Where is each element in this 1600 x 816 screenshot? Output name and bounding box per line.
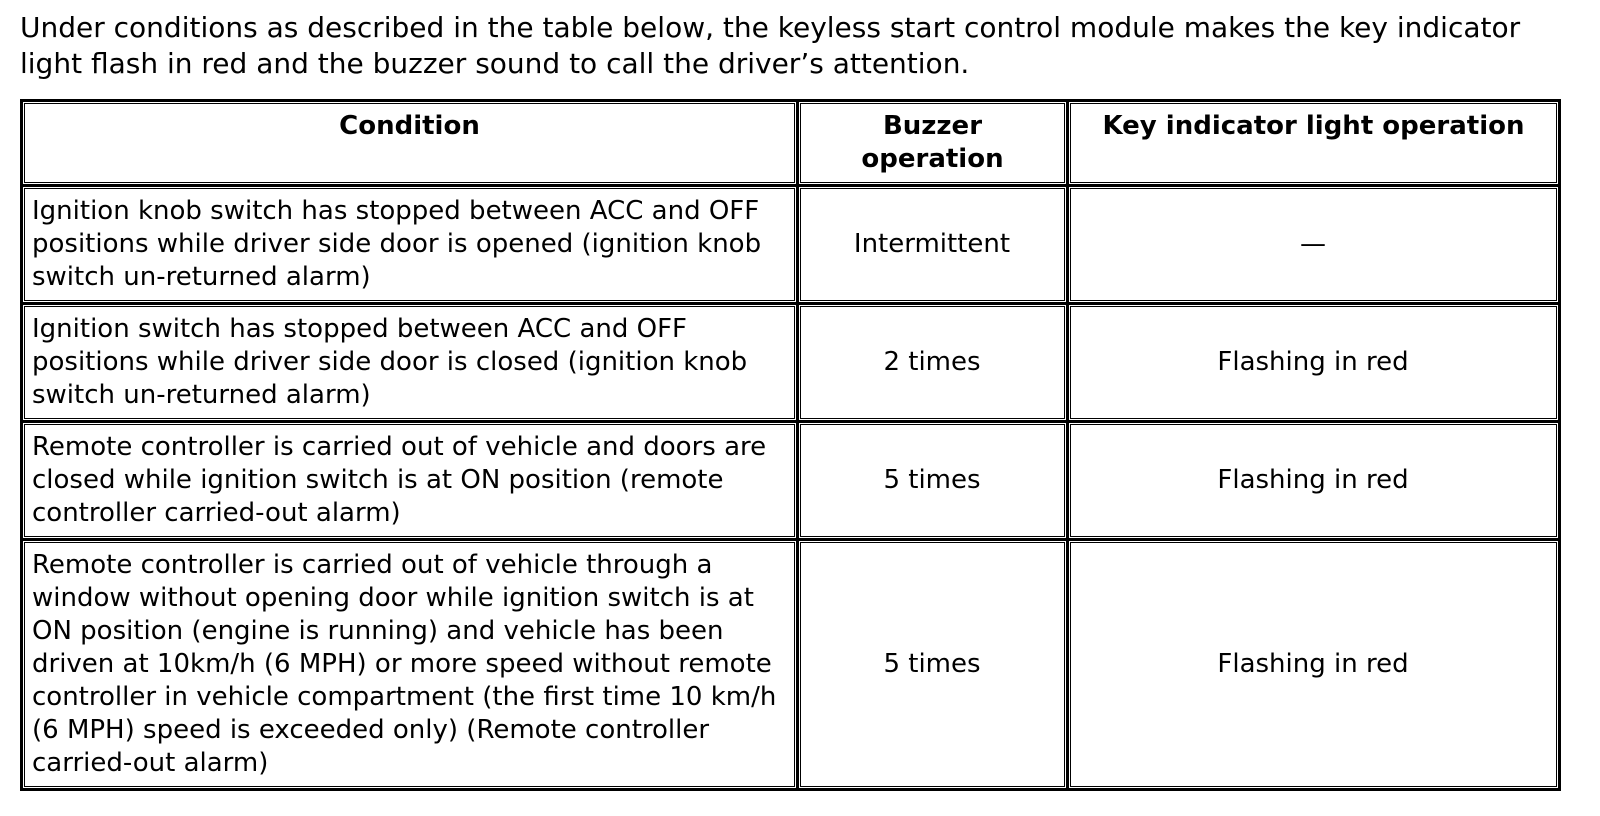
condition-cell: Ignition switch has stopped between ACC and OFF positions while driver side door is closed (ignition knob switch un-returned alarm) [22,304,798,422]
alarm-conditions-table [20,99,1561,791]
buzzer-operation-cell: 2 times [798,304,1068,422]
condition-cell: Ignition knob switch has stopped between ACC and OFF positions while driver side door is opened (ignition knob switch un-returned alarm) [22,186,798,304]
table-row [22,540,1560,790]
condition-cell: Remote controller is carried out of vehicle and doors are closed while ignition switch is at ON position (remote controller carried-out alarm) [22,422,798,540]
key-light-operation-cell: Flashing in red [1068,540,1560,790]
header-buzzer-operation: Buzzer operation [798,101,1068,186]
table-row [22,186,1560,304]
table-header-row [22,101,1560,186]
header-key-indicator-light-operation: Key indicator light operation [1068,101,1560,186]
table-row [22,304,1560,422]
condition-cell: Remote controller is carried out of vehicle through a window without opening door while ignition switch is at ON position (engine is running) and vehicle has been driven at 10km/h (6 MPH) or more speed without remote controller in vehicle compartment (the first time 10 km/h (6 MPH) speed is exceeded only) (Remote controller carried-out alarm) [22,540,798,790]
intro-paragraph: Under conditions as described in the table below, the keyless start control module makes the key indicator light flash in red and the buzzer sound to call the driver’s attention. [20,11,1521,80]
buzzer-operation-cell: 5 times [798,540,1068,790]
header-condition: Condition [22,101,798,186]
buzzer-operation-cell: 5 times [798,422,1068,540]
key-light-operation-cell: — [1068,186,1560,304]
key-light-operation-cell: Flashing in red [1068,422,1560,540]
buzzer-operation-cell: Intermittent [798,186,1068,304]
table-row [22,422,1560,540]
key-light-operation-cell: Flashing in red [1068,304,1560,422]
